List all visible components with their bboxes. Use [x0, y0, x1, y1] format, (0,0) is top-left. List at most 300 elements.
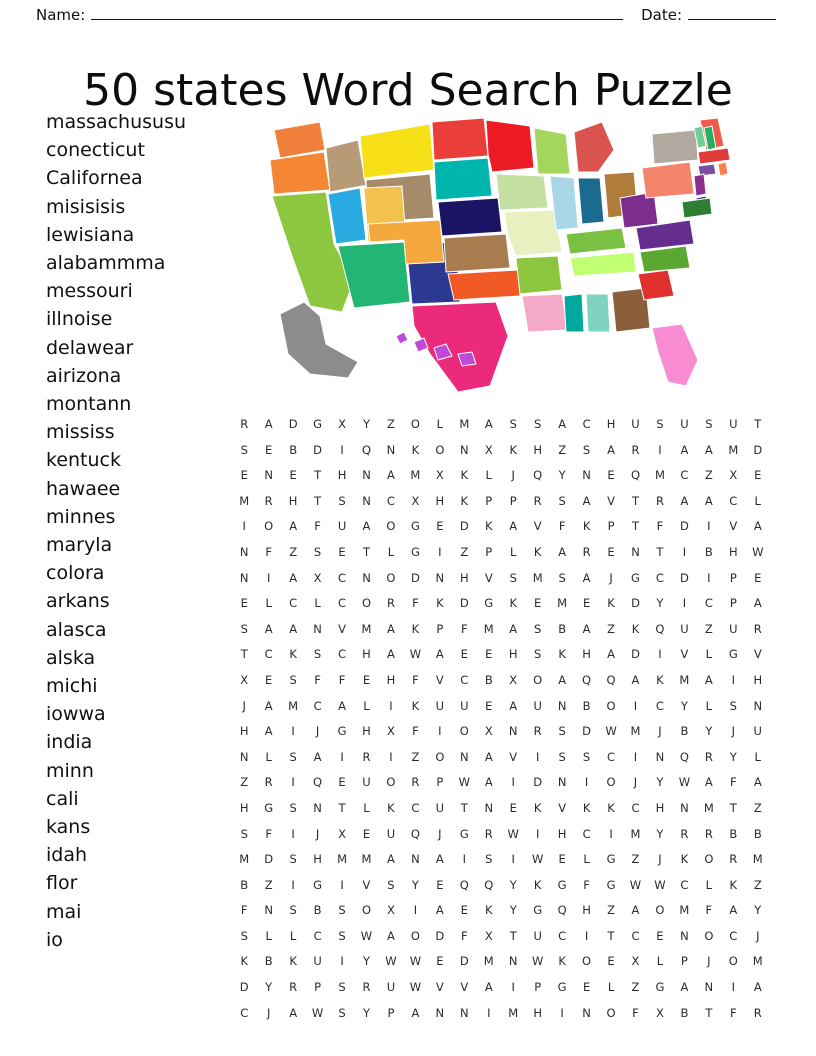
grid-cell[interactable]: A — [387, 621, 395, 636]
grid-cell[interactable]: A — [582, 570, 591, 585]
grid-cell[interactable]: R — [484, 826, 493, 841]
grid-cell[interactable]: C — [386, 493, 395, 508]
grid-cell[interactable]: V — [558, 800, 567, 815]
grid-cell[interactable]: S — [289, 749, 297, 764]
grid-cell[interactable]: A — [484, 775, 493, 790]
grid-cell[interactable]: D — [313, 442, 323, 457]
grid-cell[interactable]: W — [678, 775, 691, 790]
grid-cell[interactable]: Z — [704, 621, 713, 636]
grid-cell[interactable]: K — [460, 468, 469, 483]
grid-cell[interactable]: K — [460, 493, 469, 508]
grid-cell[interactable]: A — [387, 468, 395, 483]
grid-cell[interactable]: L — [265, 596, 272, 611]
grid-cell[interactable]: Z — [411, 749, 420, 764]
grid-cell[interactable]: B — [264, 954, 273, 969]
grid-cell[interactable]: E — [436, 877, 444, 892]
grid-cell[interactable]: V — [729, 519, 738, 534]
grid-cell[interactable]: W — [409, 647, 422, 662]
grid-cell[interactable]: E — [607, 468, 615, 483]
grid-cell[interactable]: Q — [459, 877, 469, 892]
grid-cell[interactable]: I — [291, 826, 295, 841]
grid-cell[interactable]: Y — [656, 775, 664, 790]
grid-cell[interactable]: A — [631, 672, 640, 687]
grid-cell[interactable]: E — [338, 775, 346, 790]
grid-cell[interactable]: L — [363, 800, 370, 815]
grid-cell[interactable]: P — [729, 570, 737, 585]
grid-cell[interactable]: N — [362, 493, 371, 508]
grid-cell[interactable]: U — [680, 417, 689, 431]
grid-cell[interactable]: N — [680, 800, 689, 815]
grid-cell[interactable]: F — [412, 672, 419, 687]
grid-cell[interactable]: Z — [558, 442, 567, 457]
grid-cell[interactable]: B — [289, 442, 298, 457]
grid-cell[interactable]: K — [582, 519, 591, 534]
grid-cell[interactable]: R — [533, 493, 542, 508]
grid-cell[interactable]: M — [532, 570, 543, 585]
grid-cell[interactable]: Z — [607, 903, 615, 918]
grid-cell[interactable]: S — [338, 493, 346, 508]
grid-cell[interactable]: P — [436, 775, 444, 790]
grid-cell[interactable]: B — [704, 544, 713, 559]
grid-cell[interactable]: C — [607, 749, 616, 764]
grid-cell[interactable]: I — [658, 647, 662, 662]
grid-cell[interactable]: Y — [509, 903, 517, 918]
grid-cell[interactable]: A — [264, 621, 273, 636]
grid-cell[interactable]: S — [582, 442, 591, 457]
grid-cell[interactable]: I — [731, 672, 735, 687]
grid-cell[interactable]: I — [389, 749, 393, 764]
grid-cell[interactable]: F — [729, 775, 737, 790]
grid-cell[interactable]: V — [435, 672, 444, 687]
grid-cell[interactable]: K — [680, 852, 689, 867]
grid-cell[interactable]: O — [704, 928, 714, 943]
grid-cell[interactable]: M — [483, 954, 494, 969]
grid-cell[interactable]: W — [409, 980, 422, 995]
grid-cell[interactable]: J — [438, 826, 442, 841]
grid-cell[interactable]: M — [654, 468, 665, 483]
grid-cell[interactable]: O — [606, 698, 616, 713]
grid-cell[interactable]: R — [582, 544, 591, 559]
grid-cell[interactable]: N — [435, 1005, 445, 1020]
grid-cell[interactable]: C — [411, 800, 420, 815]
grid-cell[interactable]: T — [314, 493, 322, 508]
grid-cell[interactable]: F — [314, 519, 321, 534]
grid-cell[interactable]: R — [362, 749, 371, 764]
grid-cell[interactable]: D — [679, 519, 689, 534]
grid-cell[interactable]: S — [338, 980, 346, 995]
grid-cell[interactable]: S — [558, 724, 566, 739]
grid-cell[interactable]: I — [584, 775, 589, 790]
grid-cell[interactable]: G — [606, 877, 616, 892]
grid-cell[interactable]: A — [387, 928, 395, 943]
grid-cell[interactable]: M — [703, 800, 714, 815]
grid-cell[interactable]: S — [534, 647, 542, 662]
grid-cell[interactable]: B — [240, 877, 249, 892]
grid-cell[interactable]: E — [485, 698, 493, 713]
grid-cell[interactable]: E — [607, 544, 615, 559]
grid-cell[interactable]: B — [753, 826, 762, 841]
grid-cell[interactable]: Q — [606, 672, 616, 687]
grid-cell[interactable]: H — [557, 826, 567, 841]
grid-cell[interactable]: U — [435, 800, 445, 815]
grid-cell[interactable]: L — [754, 749, 761, 764]
grid-cell[interactable]: Y — [362, 1005, 370, 1020]
grid-cell[interactable]: D — [631, 647, 640, 662]
grid-cell[interactable]: C — [289, 596, 298, 611]
grid-cell[interactable]: I — [609, 826, 613, 841]
grid-cell[interactable]: M — [752, 852, 763, 867]
grid-cell[interactable]: Q — [630, 468, 641, 483]
grid-cell[interactable]: T — [240, 647, 248, 662]
grid-cell[interactable]: U — [386, 826, 396, 841]
grid-cell[interactable]: S — [289, 672, 297, 687]
grid-cell[interactable]: L — [387, 544, 395, 559]
grid-cell[interactable]: S — [240, 442, 248, 457]
grid-cell[interactable]: I — [658, 442, 662, 457]
grid-cell[interactable]: Z — [607, 621, 615, 636]
grid-cell[interactable]: S — [509, 417, 517, 431]
grid-cell[interactable]: N — [239, 544, 249, 559]
grid-cell[interactable]: H — [582, 903, 591, 918]
grid-cell[interactable]: I — [633, 749, 638, 764]
grid-cell[interactable]: H — [533, 442, 542, 457]
grid-cell[interactable]: Y — [411, 877, 419, 892]
grid-cell[interactable]: Z — [460, 544, 469, 559]
grid-cell[interactable]: D — [582, 724, 592, 739]
grid-cell[interactable]: D — [459, 519, 469, 534]
grid-cell[interactable]: S — [509, 570, 517, 585]
grid-cell[interactable]: S — [485, 852, 493, 867]
grid-cell[interactable]: G — [410, 544, 420, 559]
grid-cell[interactable]: I — [511, 775, 515, 790]
grid-cell[interactable]: X — [338, 826, 346, 841]
grid-cell[interactable]: N — [631, 544, 640, 559]
grid-cell[interactable]: G — [264, 800, 274, 815]
grid-cell[interactable]: K — [533, 800, 542, 815]
grid-cell[interactable]: K — [484, 519, 493, 534]
grid-cell[interactable]: A — [264, 417, 273, 431]
grid-cell[interactable]: V — [680, 647, 689, 662]
grid-cell[interactable]: B — [680, 1005, 689, 1020]
date-write-line[interactable] — [688, 19, 776, 20]
grid-cell[interactable]: J — [609, 570, 613, 585]
grid-cell[interactable]: G — [655, 980, 665, 995]
grid-cell[interactable]: U — [753, 724, 762, 739]
grid-cell[interactable]: Q — [679, 749, 689, 764]
grid-cell[interactable]: J — [266, 1005, 271, 1020]
grid-cell[interactable]: D — [753, 442, 763, 457]
grid-cell[interactable]: W — [531, 954, 544, 969]
grid-cell[interactable]: L — [363, 698, 370, 713]
grid-cell[interactable]: N — [557, 775, 567, 790]
grid-cell[interactable]: O — [435, 442, 445, 457]
grid-cell[interactable]: A — [509, 698, 518, 713]
grid-cell[interactable]: L — [314, 596, 321, 611]
grid-cell[interactable]: L — [265, 749, 272, 764]
grid-cell[interactable]: A — [435, 903, 444, 918]
grid-cell[interactable]: I — [707, 570, 711, 585]
grid-cell[interactable]: B — [729, 826, 738, 841]
grid-cell[interactable]: P — [485, 544, 493, 559]
grid-cell[interactable]: Y — [680, 698, 688, 713]
grid-cell[interactable]: Y — [656, 826, 664, 841]
grid-cell[interactable]: S — [240, 928, 248, 943]
grid-cell[interactable]: N — [655, 749, 665, 764]
grid-cell[interactable]: R — [655, 493, 664, 508]
grid-cell[interactable]: A — [558, 672, 567, 687]
grid-cell[interactable]: M — [483, 621, 494, 636]
grid-cell[interactable]: T — [607, 928, 615, 943]
grid-cell[interactable]: S — [338, 928, 346, 943]
grid-cell[interactable]: I — [535, 749, 540, 764]
grid-cell[interactable]: V — [753, 647, 762, 662]
grid-cell[interactable]: K — [729, 877, 738, 892]
grid-cell[interactable]: N — [460, 442, 469, 457]
grid-cell[interactable]: E — [436, 954, 444, 969]
grid-cell[interactable]: T — [729, 800, 737, 815]
grid-cell[interactable]: E — [607, 954, 615, 969]
grid-cell[interactable]: Y — [509, 877, 517, 892]
grid-cell[interactable]: G — [313, 877, 323, 892]
grid-cell[interactable]: C — [631, 928, 640, 943]
grid-cell[interactable]: Y — [265, 980, 273, 995]
grid-cell[interactable]: X — [240, 672, 249, 687]
grid-cell[interactable]: N — [557, 698, 567, 713]
grid-cell[interactable]: A — [680, 980, 689, 995]
grid-cell[interactable]: C — [558, 928, 567, 943]
grid-cell[interactable]: U — [680, 621, 689, 636]
grid-cell[interactable]: I — [389, 698, 393, 713]
grid-cell[interactable]: U — [631, 417, 640, 431]
grid-cell[interactable]: Q — [484, 877, 494, 892]
grid-cell[interactable]: R — [264, 775, 273, 790]
grid-cell[interactable]: Y — [754, 903, 762, 918]
grid-cell[interactable]: K — [631, 621, 640, 636]
grid-cell[interactable]: A — [607, 442, 615, 457]
grid-cell[interactable]: J — [315, 724, 320, 739]
grid-cell[interactable]: E — [534, 596, 542, 611]
grid-cell[interactable]: M — [361, 621, 372, 636]
grid-cell[interactable]: P — [729, 596, 737, 611]
grid-cell[interactable]: I — [291, 724, 295, 739]
grid-cell[interactable]: C — [338, 596, 347, 611]
grid-cell[interactable]: D — [239, 980, 249, 995]
grid-cell[interactable]: E — [240, 468, 248, 483]
grid-cell[interactable]: G — [631, 570, 640, 585]
grid-cell[interactable]: O — [386, 775, 396, 790]
grid-cell[interactable]: Q — [533, 468, 543, 483]
grid-cell[interactable]: C — [240, 1005, 249, 1020]
grid-cell[interactable]: P — [485, 493, 493, 508]
grid-cell[interactable]: C — [264, 647, 273, 662]
grid-cell[interactable]: H — [533, 1005, 542, 1020]
grid-cell[interactable]: C — [704, 596, 713, 611]
grid-cell[interactable]: M — [337, 852, 347, 867]
grid-cell[interactable]: J — [511, 468, 515, 483]
grid-cell[interactable]: A — [289, 1005, 298, 1020]
grid-cell[interactable]: C — [313, 928, 322, 943]
grid-cell[interactable]: N — [386, 442, 396, 457]
grid-cell[interactable]: Q — [655, 621, 665, 636]
grid-cell[interactable]: A — [558, 417, 567, 431]
grid-cell[interactable]: I — [438, 724, 442, 739]
grid-cell[interactable]: R — [386, 596, 395, 611]
grid-cell[interactable]: G — [484, 596, 494, 611]
grid-cell[interactable]: B — [582, 698, 591, 713]
grid-cell[interactable]: C — [338, 647, 347, 662]
grid-cell[interactable]: D — [288, 417, 298, 431]
grid-cell[interactable]: N — [582, 468, 591, 483]
grid-cell[interactable]: I — [511, 852, 515, 867]
grid-cell[interactable]: K — [387, 800, 395, 815]
grid-cell[interactable]: A — [411, 1005, 420, 1020]
grid-cell[interactable]: H — [337, 468, 347, 483]
grid-cell[interactable]: O — [361, 596, 372, 611]
grid-cell[interactable]: I — [682, 544, 687, 559]
grid-cell[interactable]: W — [531, 852, 544, 867]
grid-cell[interactable]: V — [460, 980, 469, 995]
grid-cell[interactable]: Z — [631, 980, 640, 995]
grid-cell[interactable]: S — [582, 749, 591, 764]
grid-cell[interactable]: K — [411, 442, 420, 457]
grid-cell[interactable]: X — [387, 903, 395, 918]
grid-cell[interactable]: A — [753, 596, 762, 611]
grid-cell[interactable]: U — [362, 775, 371, 790]
grid-cell[interactable]: X — [411, 493, 420, 508]
grid-cell[interactable]: S — [729, 698, 737, 713]
grid-cell[interactable]: D — [264, 852, 274, 867]
grid-cell[interactable]: W — [360, 928, 373, 943]
grid-cell[interactable]: G — [337, 724, 347, 739]
grid-cell[interactable]: A — [582, 621, 591, 636]
grid-cell[interactable]: S — [313, 647, 322, 662]
grid-cell[interactable]: O — [386, 570, 396, 585]
grid-cell[interactable]: E — [265, 672, 273, 687]
grid-cell[interactable]: I — [462, 852, 466, 867]
grid-cell[interactable]: I — [291, 877, 295, 892]
grid-cell[interactable]: M — [239, 852, 250, 867]
grid-cell[interactable]: N — [508, 724, 518, 739]
grid-cell[interactable]: O — [361, 903, 372, 918]
grid-cell[interactable]: O — [655, 903, 665, 918]
grid-cell[interactable]: V — [533, 519, 542, 534]
grid-cell[interactable]: G — [728, 647, 738, 662]
grid-cell[interactable]: E — [265, 442, 273, 457]
grid-cell[interactable]: S — [705, 417, 713, 431]
grid-cell[interactable]: H — [655, 800, 665, 815]
grid-cell[interactable]: T — [509, 928, 517, 943]
grid-cell[interactable]: E — [558, 852, 566, 867]
grid-cell[interactable]: S — [240, 621, 248, 636]
grid-cell[interactable]: G — [557, 980, 567, 995]
grid-cell[interactable]: O — [704, 852, 714, 867]
grid-cell[interactable]: D — [459, 954, 469, 969]
grid-cell[interactable]: B — [558, 621, 567, 636]
grid-cell[interactable]: S — [558, 749, 566, 764]
grid-cell[interactable]: C — [729, 928, 738, 943]
grid-cell[interactable]: E — [362, 826, 371, 841]
grid-cell[interactable]: K — [289, 954, 297, 969]
grid-cell[interactable]: A — [582, 493, 591, 508]
grid-cell[interactable]: D — [410, 570, 420, 585]
grid-cell[interactable]: M — [288, 698, 299, 713]
grid-cell[interactable]: H — [753, 672, 763, 687]
grid-cell[interactable]: R — [362, 980, 371, 995]
grid-cell[interactable]: I — [242, 519, 246, 534]
grid-cell[interactable]: F — [583, 877, 590, 892]
grid-cell[interactable]: T — [705, 1005, 713, 1020]
grid-cell[interactable]: S — [534, 621, 542, 636]
grid-cell[interactable]: F — [338, 672, 346, 687]
grid-cell[interactable]: E — [289, 468, 297, 483]
grid-cell[interactable]: E — [362, 672, 371, 687]
grid-cell[interactable]: N — [508, 954, 518, 969]
grid-cell[interactable]: A — [509, 621, 518, 636]
grid-cell[interactable]: T — [314, 468, 322, 483]
grid-cell[interactable]: U — [337, 519, 347, 534]
grid-cell[interactable]: J — [731, 724, 735, 739]
grid-cell[interactable]: K — [411, 621, 420, 636]
grid-cell[interactable]: I — [291, 775, 295, 790]
grid-cell[interactable]: U — [386, 980, 396, 995]
grid-cell[interactable]: O — [435, 749, 445, 764]
grid-cell[interactable]: N — [313, 621, 322, 636]
grid-cell[interactable]: C — [631, 800, 640, 815]
grid-cell[interactable]: D — [435, 928, 445, 943]
grid-cell[interactable]: R — [753, 621, 762, 636]
grid-cell[interactable]: T — [460, 800, 468, 815]
grid-cell[interactable]: K — [533, 544, 542, 559]
grid-cell[interactable]: J — [756, 928, 760, 943]
grid-cell[interactable]: L — [656, 954, 664, 969]
grid-cell[interactable]: C — [655, 698, 664, 713]
grid-cell[interactable]: M — [679, 903, 690, 918]
grid-cell[interactable]: S — [289, 800, 297, 815]
grid-cell[interactable]: Y — [656, 596, 664, 611]
grid-cell[interactable]: X — [729, 468, 738, 483]
grid-cell[interactable]: P — [680, 954, 688, 969]
grid-cell[interactable]: I — [584, 928, 589, 943]
grid-cell[interactable]: X — [313, 570, 322, 585]
grid-cell[interactable]: P — [314, 980, 322, 995]
grid-cell[interactable]: A — [362, 519, 371, 534]
grid-cell[interactable]: L — [265, 928, 272, 943]
grid-cell[interactable]: R — [264, 493, 273, 508]
grid-cell[interactable]: S — [534, 417, 542, 431]
grid-cell[interactable]: F — [705, 903, 713, 918]
grid-cell[interactable]: L — [754, 493, 761, 508]
grid-cell[interactable]: C — [655, 570, 664, 585]
grid-cell[interactable]: X — [387, 724, 395, 739]
grid-cell[interactable]: A — [387, 852, 395, 867]
grid-cell[interactable]: R — [631, 442, 640, 457]
grid-cell[interactable]: S — [338, 1005, 346, 1020]
grid-cell[interactable]: N — [484, 800, 494, 815]
grid-cell[interactable]: E — [338, 544, 346, 559]
grid-cell[interactable]: M — [630, 826, 641, 841]
name-write-line[interactable] — [91, 19, 623, 20]
grid-cell[interactable]: N — [239, 749, 249, 764]
grid-cell[interactable]: D — [459, 596, 469, 611]
grid-cell[interactable]: K — [533, 877, 542, 892]
grid-cell[interactable]: R — [240, 417, 249, 431]
grid-cell[interactable]: X — [656, 1005, 664, 1020]
grid-cell[interactable]: L — [705, 877, 713, 892]
grid-cell[interactable]: R — [704, 826, 713, 841]
grid-cell[interactable]: E — [582, 596, 591, 611]
grid-cell[interactable]: L — [705, 698, 713, 713]
grid-cell[interactable]: R — [411, 775, 420, 790]
